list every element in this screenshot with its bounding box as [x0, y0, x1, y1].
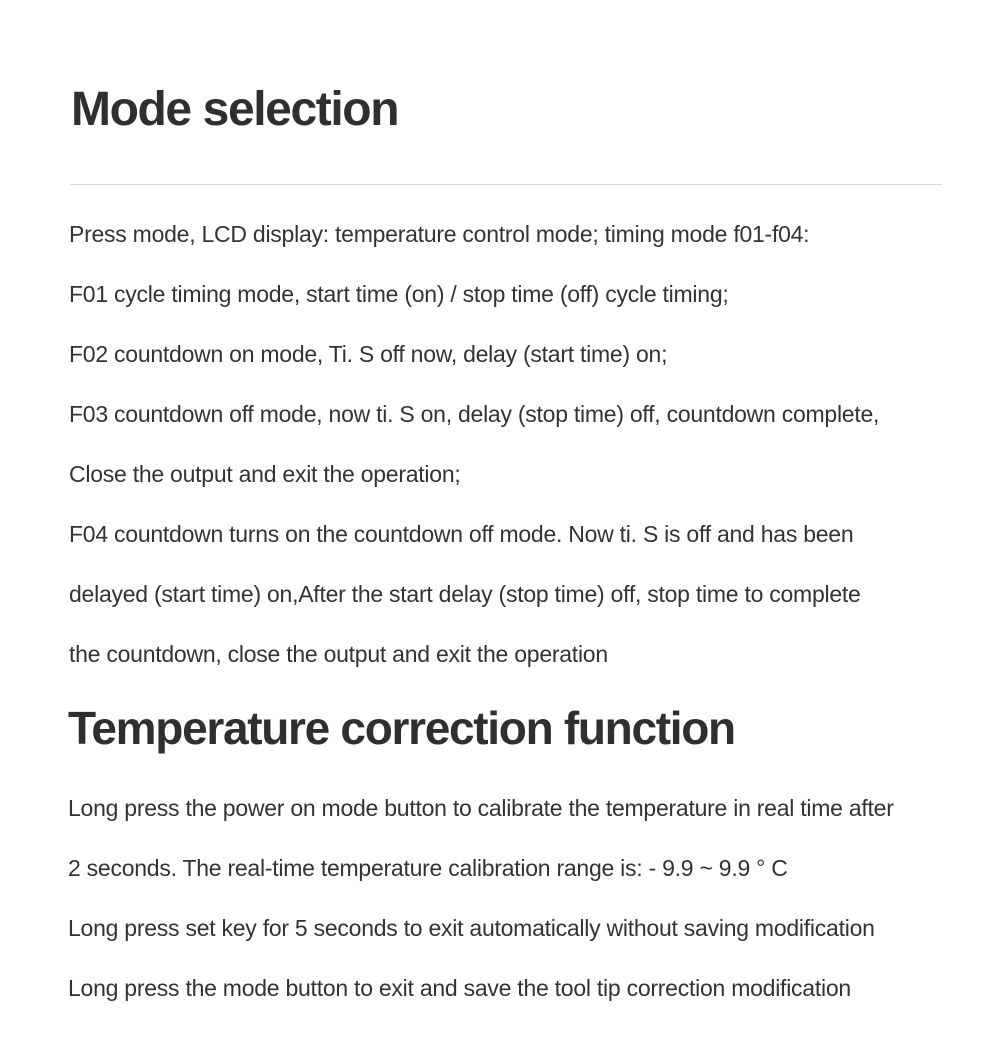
section-title-mode-selection: Mode selection — [71, 83, 399, 136]
section-divider — [70, 184, 942, 185]
mode-selection-line: F04 countdown turns on the countdown off mode. Now ti. S is off and has been — [69, 521, 854, 547]
mode-selection-line: F02 countdown on mode, Ti. S off now, delay (start time) on; — [69, 341, 668, 367]
mode-selection-line: the countdown, close the output and exit the operation — [69, 641, 608, 667]
mode-selection-line: F03 countdown off mode, now ti. S on, delay (stop time) off, countdown complete, — [69, 401, 880, 427]
mode-selection-line: F01 cycle timing mode, start time (on) / stop time (off) cycle timing; — [69, 281, 729, 307]
mode-selection-line: delayed (start time) on,After the start delay (stop time) off, stop time to complete — [69, 581, 861, 607]
mode-selection-line: Close the output and exit the operation; — [69, 461, 461, 487]
temperature-correction-line: Long press set key for 5 seconds to exit automatically without saving modification — [68, 915, 875, 941]
temperature-correction-line: 2 seconds. The real-time temperature calibration range is: - 9.9 ~ 9.9 ° C — [68, 855, 788, 881]
temperature-correction-line: Long press the power on mode button to calibrate the temperature in real time after — [68, 795, 894, 821]
temperature-correction-line: Long press the mode button to exit and save the tool tip correction modification — [68, 975, 851, 1001]
mode-selection-line: Press mode, LCD display: temperature control mode; timing mode f01-f04: — [69, 221, 810, 247]
section-title-temperature-correction: Temperature correction function — [68, 702, 735, 754]
